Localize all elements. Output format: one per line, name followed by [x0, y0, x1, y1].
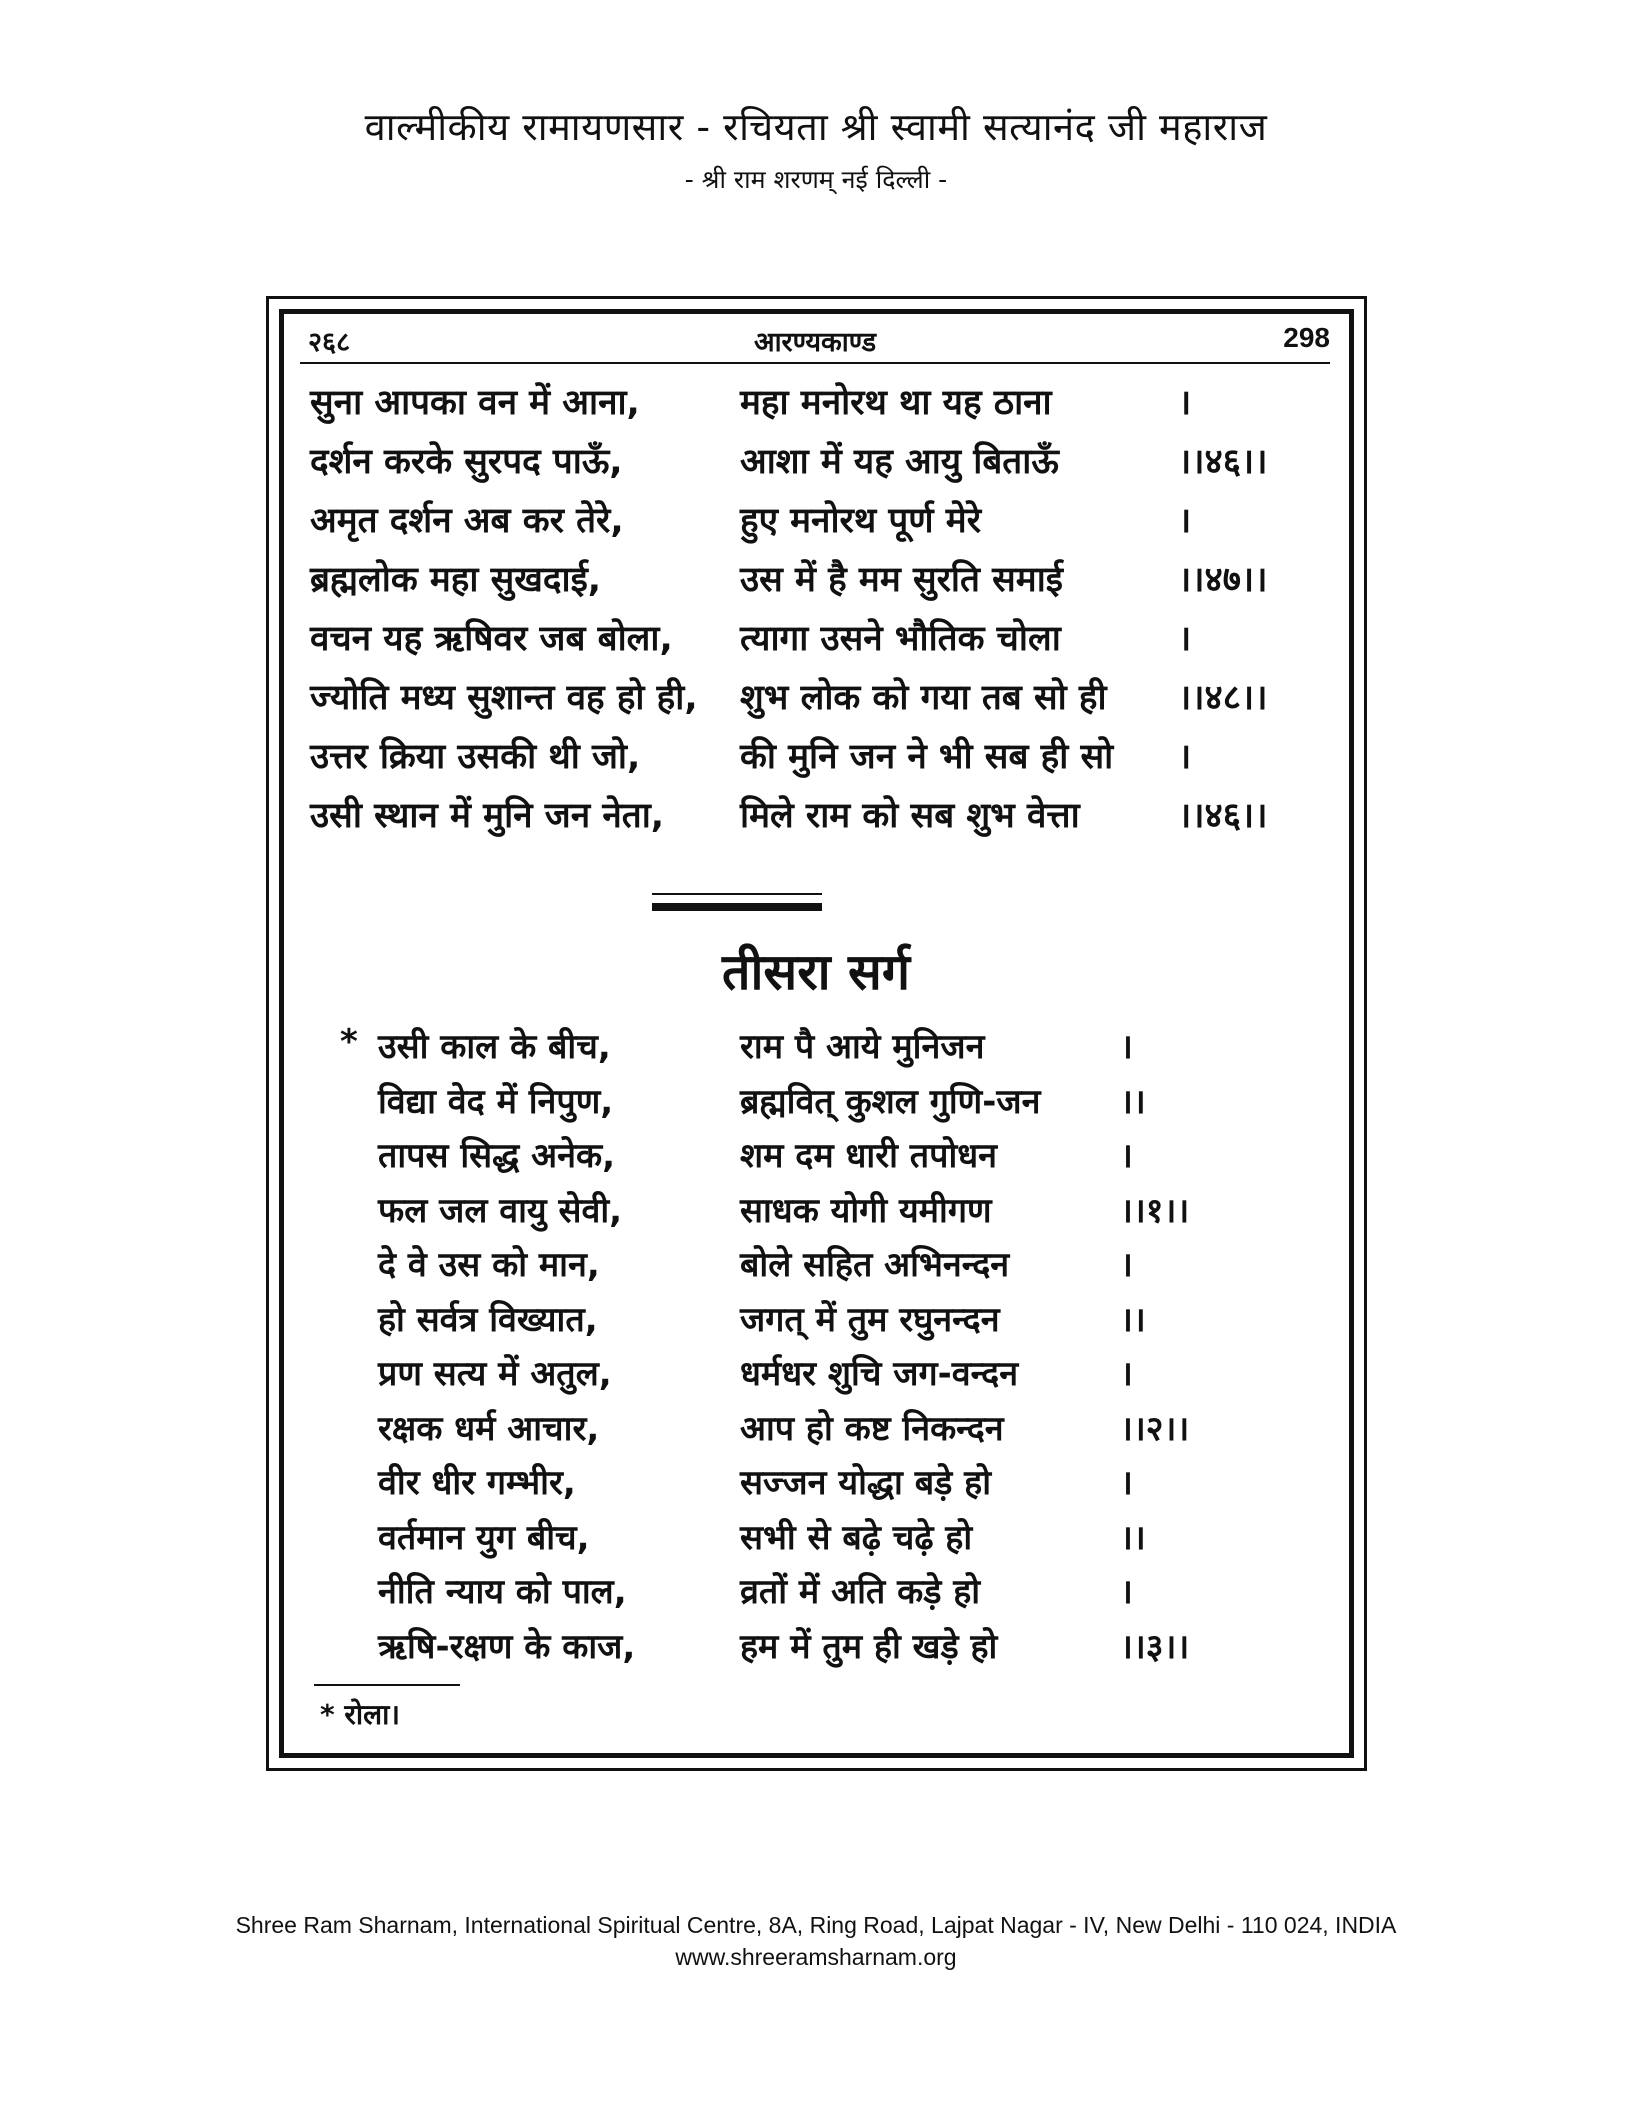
verse-row [310, 614, 1330, 673]
sarga-first-half: हो सर्वत्र विख्यात, [378, 1299, 598, 1340]
verse-end-mark: । [1178, 383, 1192, 423]
sarga-second-half: सभी से बढ़े चढ़े हो [740, 1517, 973, 1558]
verse-row [310, 378, 1330, 437]
verse-end-mark: । [1178, 737, 1192, 777]
footnote [320, 1695, 400, 1733]
footer-address: Shree Ram Sharnam, International Spiritual Centre, 8A, Ring Road, Lajpat Nagar - IV, New Delhi - 110 024, INDIA [235, 1912, 1397, 1938]
sarga-first-half: ऋषि-रक्षण के काज, [378, 1626, 636, 1667]
sarga-first-half: दे वे उस को मान, [378, 1245, 600, 1285]
sarga-line [340, 1404, 1280, 1459]
footnote-rule [314, 1684, 460, 1686]
verse-second-half: आशा में यह आयु बिताऊँ [740, 442, 1059, 482]
section-divider-thick [652, 903, 822, 911]
sarga-end-mark: । [1120, 1572, 1133, 1612]
sarga-second-half: साधक योगी यमीगण [740, 1190, 992, 1231]
sarga-first-half: प्रण सत्य में अतुल, [378, 1354, 612, 1394]
verse-first-half: दर्शन करके सुरपद पाऊँ, [310, 442, 623, 482]
verse-end-mark: ।।४८।। [1178, 678, 1268, 718]
verse-second-half: शुभ लोक को गया तब सो ही [740, 678, 1107, 718]
sarga-first-half: वीर धीर गम्भीर, [378, 1463, 576, 1503]
verse-first-half: ज्योति मध्य सुशान्त वह हो ही, [310, 678, 698, 718]
verse-first-half: अमृत दर्शन अब कर तेरे, [310, 501, 624, 541]
sarga-end-mark: ।।३।। [1120, 1626, 1190, 1667]
sarga-line [340, 1622, 1280, 1677]
verse-first-half: सुना आपका वन में आना, [310, 383, 640, 423]
sarga-first-half: नीति न्याय को पाल, [378, 1572, 627, 1612]
sarga-end-mark: । [1120, 1354, 1133, 1394]
sarga-second-half: व्रतों में अति कड़े हो [740, 1572, 981, 1612]
verse-end-mark: ।।४६।। [1178, 442, 1268, 482]
sarga-block [340, 1022, 1280, 1676]
verse-row [310, 673, 1330, 732]
verse-row [310, 437, 1330, 496]
sarga-second-half: राम पै आये मुनिजन [740, 1027, 985, 1067]
verse-second-half: की मुनि जन ने भी सब ही सो [740, 737, 1114, 777]
sarga-title: तीसरा सर्ग [721, 943, 910, 1001]
sarga-end-mark: ।।१।। [1120, 1190, 1190, 1231]
sarga-end-mark: ।। [1120, 1517, 1146, 1558]
verse-first-half: ब्रह्मलोक महा सुखदाई, [310, 560, 602, 600]
verse-end-mark: । [1178, 501, 1192, 541]
sarga-line [340, 1295, 1280, 1350]
header-subtitle: - श्री राम शरणम् नई दिल्ली - [684, 165, 948, 194]
sarga-second-half: जगत् में तुम रघुनन्दन [740, 1299, 1000, 1340]
header-rule [300, 362, 1330, 364]
sarga-end-mark: ।। [1120, 1299, 1146, 1340]
sarga-line [340, 1513, 1280, 1568]
sarga-end-mark: ।।२।। [1120, 1408, 1190, 1449]
sarga-end-mark: । [1120, 1463, 1133, 1503]
sarga-second-half: हम में तुम ही खड़े हो [740, 1626, 998, 1667]
verse-row [310, 496, 1330, 555]
sarga-line [340, 1567, 1280, 1622]
verse-second-half: त्यागा उसने भौतिक चोला [740, 619, 1061, 659]
sarga-line [340, 1077, 1280, 1132]
verse-row [310, 791, 1330, 850]
header-title: वाल्मीकीय रामायणसार - रचियता श्री स्वामी सत्यानंद जी महाराज [364, 105, 1268, 149]
asterisk-icon: * [320, 1698, 335, 1731]
sarga-end-mark: ।। [1120, 1081, 1146, 1122]
sarga-first-half: विद्या वेद में निपुण, [378, 1081, 614, 1122]
page-header-row [300, 318, 1330, 364]
verse-second-half: मिले राम को सब शुभ वेत्ता [740, 796, 1080, 836]
sarga-second-half: सज्जन योद्धा बड़े हो [740, 1463, 992, 1503]
sarga-first-half: तापस सिद्ध अनेक, [378, 1136, 615, 1176]
sarga-line [340, 1186, 1280, 1241]
verse-block [310, 378, 1330, 850]
sarga-second-half: बोले सहित अभिनन्दन [740, 1245, 1010, 1285]
section-divider-thin [652, 893, 822, 895]
verse-end-mark: ।।४६।। [1178, 796, 1268, 836]
sarga-first-half: उसी काल के बीच, [378, 1027, 611, 1067]
verse-first-half: उसी स्थान में मुनि जन नेता, [310, 796, 665, 836]
verse-first-half: उत्तर क्रिया उसकी थी जो, [310, 737, 641, 777]
verse-end-mark: ।।४७।। [1178, 560, 1268, 600]
verse-row [310, 555, 1330, 614]
sarga-line [340, 1131, 1280, 1186]
verse-second-half: उस में है मम सुरति समाई [740, 560, 1063, 600]
sarga-end-mark: । [1120, 1245, 1133, 1285]
sarga-end-mark: । [1120, 1136, 1133, 1176]
asterisk-icon: * [340, 1022, 358, 1062]
page-right-number: 298 [1283, 322, 1330, 353]
footnote-text: रोला। [344, 1698, 400, 1731]
sarga-first-half: फल जल वायु सेवी, [378, 1190, 623, 1231]
sarga-second-half: धर्मधर शुचि जग-वन्दन [740, 1354, 1019, 1394]
sarga-second-half: आप हो कष्ट निकन्दन [740, 1408, 1004, 1449]
page-center-section: आरण्यकाण्ड [753, 327, 877, 358]
sarga-line [340, 1458, 1280, 1513]
sarga-line [340, 1349, 1280, 1404]
verse-first-half: वचन यह ऋषिवर जब बोला, [310, 619, 673, 659]
sarga-end-mark: । [1120, 1027, 1133, 1067]
sarga-line [340, 1022, 1280, 1077]
page-left-number: २६८ [308, 327, 351, 358]
sarga-line [340, 1240, 1280, 1295]
verse-row [310, 732, 1330, 791]
verse-end-mark: । [1178, 619, 1192, 659]
sarga-first-half: रक्षक धर्म आचार, [378, 1408, 600, 1449]
sarga-second-half: शम दम धारी तपोधन [740, 1136, 998, 1176]
sarga-second-half: ब्रह्मवित् कुशल गुणि-जन [740, 1081, 1041, 1122]
verse-second-half: महा मनोरथ था यह ठाना [740, 383, 1052, 423]
sarga-first-half: वर्तमान युग बीच, [378, 1517, 590, 1558]
verse-second-half: हुए मनोरथ पूर्ण मेरे [740, 501, 982, 541]
footer-website: www.shreeramsharnam.org [675, 1944, 957, 1970]
